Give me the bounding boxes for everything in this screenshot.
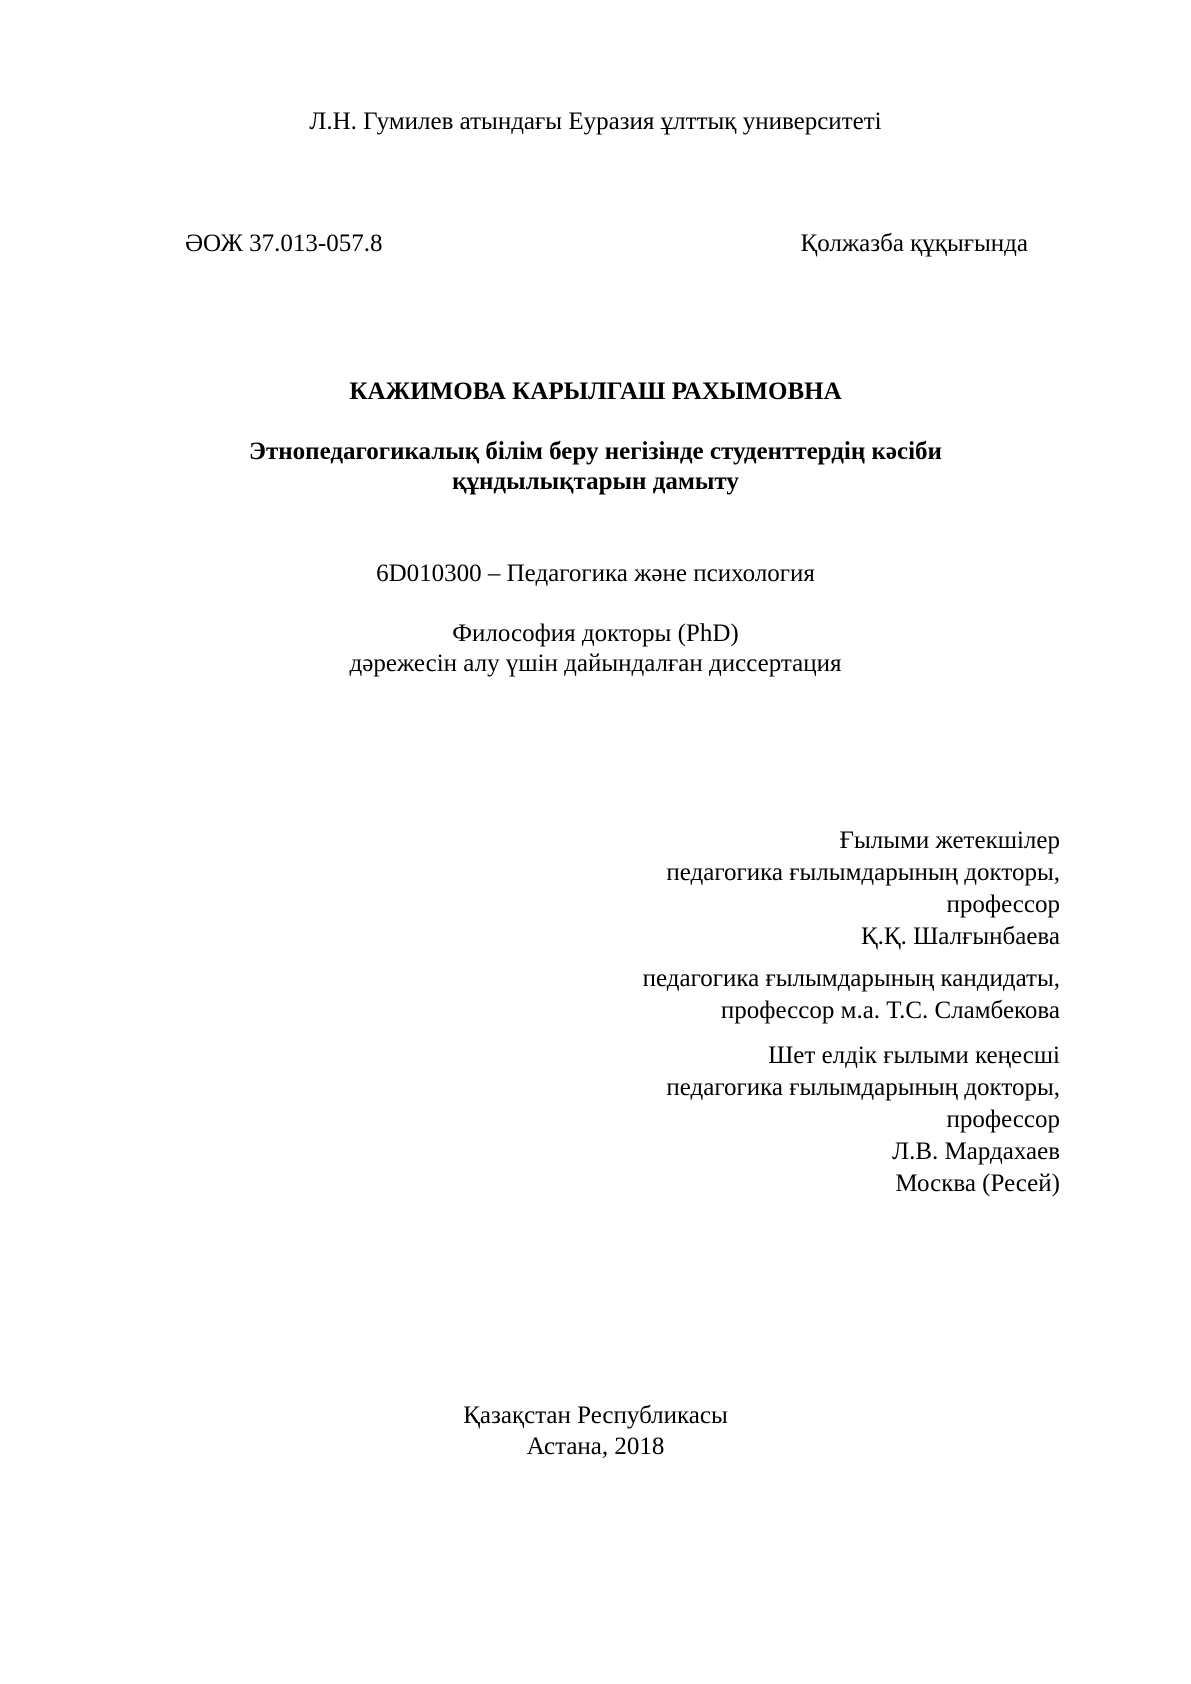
foreign-advisor-rank: профессор <box>946 1106 1060 1133</box>
author-name: КАЖИМОВА КАРЫЛГАШ РАХЫМОВНА <box>349 378 842 405</box>
supervisor2-degree: педагогика ғылымдарының кандидаты, <box>642 965 1060 992</box>
foreign-advisor-heading: Шет елдік ғылыми кеңесші <box>768 1042 1060 1069</box>
supervisor-block-2 <box>643 963 1060 1027</box>
manuscript-rights: Қолжазба құқығында <box>800 230 1028 257</box>
udc-code: ӘОЖ 37.013-057.8 <box>185 230 383 257</box>
country: Қазақстан Республикасы <box>463 1402 728 1429</box>
city-year: Астана, 2018 <box>526 1433 665 1460</box>
university-name: Л.Н. Гумилев атындағы Еуразия ұлттық университеті <box>309 108 882 135</box>
supervisor2-rank-name: профессор м.а. Т.С. Сламбекова <box>720 997 1060 1024</box>
foreign-advisor-block <box>666 1040 1060 1200</box>
supervisor1-name: Қ.Қ. Шалғынбаева <box>860 923 1060 950</box>
supervisor1-rank: профессор <box>946 891 1060 918</box>
foreign-advisor-name: Л.В. Мардахаев <box>892 1138 1060 1165</box>
foreign-advisor-degree: педагогика ғылымдарының докторы, <box>666 1074 1060 1101</box>
degree-line1: Философия докторы (PhD) <box>452 620 739 647</box>
dissertation-title-line2: құндылықтарын дамыту <box>452 468 739 495</box>
foreign-advisor-location: Москва (Ресей) <box>895 1170 1060 1197</box>
supervisor-block-1 <box>666 825 1060 953</box>
supervisor1-degree: педагогика ғылымдарының докторы, <box>666 859 1060 886</box>
supervisors-heading: Ғылыми жетекшілер <box>839 827 1060 854</box>
specialty: 6D010300 – Педагогика және психология <box>376 560 815 587</box>
degree-line2: дәрежесін алу үшін дайындалған диссертация <box>349 650 842 677</box>
dissertation-title-line1: Этнопедагогикалық білім беру негізінде студенттердің кәсіби <box>249 438 942 465</box>
